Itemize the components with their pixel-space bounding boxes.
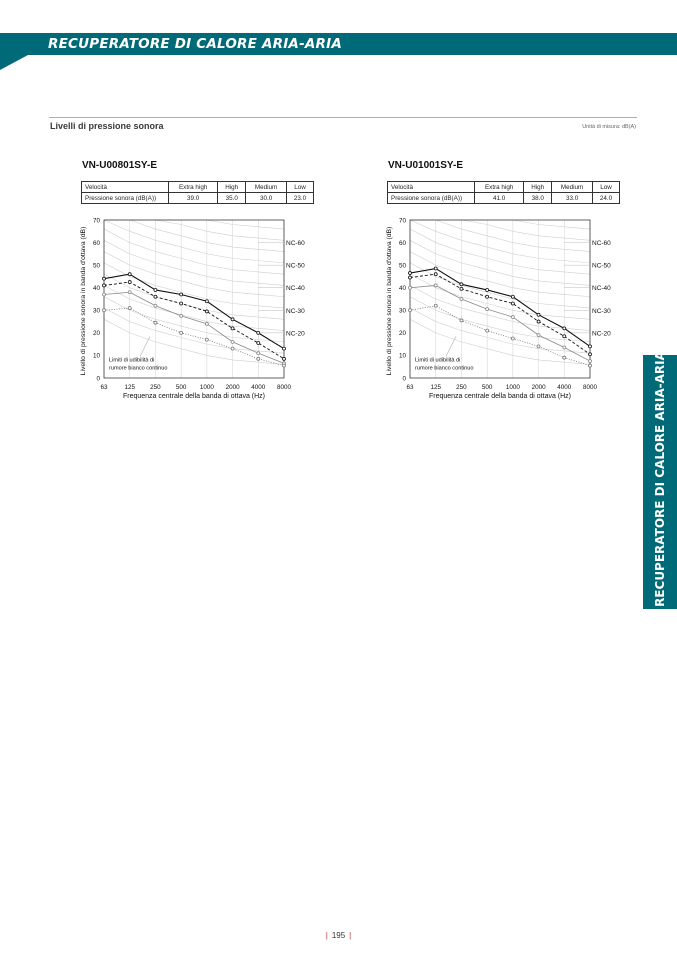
y-tick-label: 50	[92, 262, 100, 270]
data-point-extra-high	[486, 288, 489, 291]
table-cell: 35.0	[218, 193, 246, 204]
nc-chart-1	[78, 213, 338, 408]
data-point-extra-high	[283, 347, 286, 350]
page-header-title: RECUPERATORE DI CALORE ARIA-ARIA	[48, 36, 342, 52]
table-cell: 41.0	[475, 193, 524, 204]
x-axis-label: Frequenza centrale della banda di ottava (Hz)	[122, 393, 266, 400]
chart-plot-area	[80, 217, 305, 400]
table-row	[388, 182, 620, 193]
nc-label: NC-40	[286, 285, 305, 293]
data-point-high	[257, 342, 260, 345]
data-point-low	[589, 364, 592, 367]
data-point-low	[409, 309, 412, 312]
data-point-medium	[103, 293, 106, 296]
x-tick-label: 2000	[225, 384, 240, 391]
x-tick-label: 1000	[505, 384, 520, 391]
y-tick-label: 50	[398, 262, 406, 270]
nc-reference-curve	[104, 308, 284, 353]
data-point-high	[511, 302, 514, 305]
x-tick-label: 8000	[582, 384, 598, 391]
table-cell: Velocità	[388, 182, 475, 193]
model-title-1: VN-U00801SY-E	[82, 160, 158, 171]
y-tick-label: 60	[398, 239, 406, 247]
data-point-extra-high	[511, 295, 514, 298]
table-cell: Pressione sonora (dB(A))	[82, 193, 169, 204]
data-point-low	[103, 309, 106, 312]
y-tick-label: 40	[92, 285, 100, 293]
data-point-extra-high	[409, 272, 412, 275]
annotation-text: rumore bianco continuo	[415, 365, 474, 372]
y-tick-label: 60	[92, 239, 100, 247]
footer-divider: |	[325, 931, 328, 940]
sound-pressure-table-2	[387, 181, 620, 204]
sound-pressure-table-1	[81, 181, 314, 204]
table-cell: 23.0	[287, 193, 314, 204]
data-point-low	[537, 345, 540, 348]
table-cell: Low	[287, 182, 314, 193]
page-number: 195	[331, 931, 346, 940]
model-title-2: VN-U01001SY-E	[388, 160, 464, 171]
data-point-medium	[589, 360, 592, 363]
nc-label: NC-50	[286, 262, 305, 270]
data-point-extra-high	[154, 288, 157, 291]
nc-label: NC-40	[592, 285, 611, 293]
y-tick-label: 0	[402, 375, 406, 383]
data-point-high	[231, 327, 234, 330]
data-point-low	[257, 357, 260, 360]
nc-chart-2	[384, 213, 644, 408]
y-tick-label: 70	[398, 217, 406, 225]
data-point-extra-high	[257, 331, 260, 334]
nc-label: NC-20	[592, 330, 611, 338]
data-point-low	[563, 356, 566, 359]
y-tick-label: 30	[92, 307, 100, 315]
annotation-text: Limiti di udibilità di	[109, 357, 155, 364]
data-point-low	[231, 347, 234, 350]
y-tick-label: 10	[92, 352, 100, 360]
data-point-high	[103, 284, 106, 287]
section-divider	[49, 117, 637, 118]
data-point-high	[283, 357, 286, 360]
x-tick-label: 250	[456, 384, 467, 391]
data-point-medium	[537, 334, 540, 337]
x-tick-label: 2000	[531, 384, 546, 391]
data-point-high	[154, 295, 157, 298]
data-point-extra-high	[103, 277, 106, 280]
table-row	[82, 182, 314, 193]
data-point-extra-high	[128, 273, 131, 276]
data-point-extra-high	[589, 345, 592, 348]
data-point-medium	[511, 316, 514, 319]
data-point-medium	[563, 346, 566, 349]
data-point-high	[486, 295, 489, 298]
table-cell: Pressione sonora (dB(A))	[388, 193, 475, 204]
series-line-extra-high	[104, 274, 284, 348]
data-point-medium	[486, 308, 489, 311]
x-tick-label: 63	[406, 384, 414, 391]
x-tick-label: 125	[124, 384, 135, 391]
nc-reference-curve	[410, 220, 590, 252]
table-cell: 24.0	[593, 193, 620, 204]
data-point-low	[128, 307, 131, 310]
data-point-high	[128, 281, 131, 284]
nc-reference-curve	[104, 220, 284, 252]
data-point-high	[180, 302, 183, 305]
data-point-extra-high	[563, 327, 566, 330]
table-cell: Velocità	[82, 182, 169, 193]
nc-label: NC-60	[592, 240, 611, 248]
data-point-high	[434, 273, 437, 276]
table-cell: 38.0	[524, 193, 552, 204]
data-point-high	[460, 287, 463, 290]
data-point-extra-high	[537, 313, 540, 316]
data-point-low	[205, 338, 208, 341]
data-point-extra-high	[180, 293, 183, 296]
data-point-medium	[231, 340, 234, 343]
data-point-low	[434, 304, 437, 307]
data-point-medium	[154, 304, 157, 307]
chart-plot-area	[386, 217, 611, 400]
x-tick-label: 125	[430, 384, 441, 391]
x-tick-label: 250	[150, 384, 161, 391]
plot-frame	[410, 220, 590, 378]
annotation-text: Limiti di udibilità di	[415, 357, 461, 364]
data-point-low	[283, 364, 286, 367]
y-axis-label: Livello di pressione sonora in banda d'ottava (dB)	[80, 226, 87, 376]
y-tick-label: 10	[398, 352, 406, 360]
data-point-extra-high	[231, 318, 234, 321]
data-point-medium	[180, 314, 183, 317]
nc-reference-curve	[410, 220, 590, 240]
table-row	[388, 193, 620, 204]
y-tick-label: 40	[398, 285, 406, 293]
annotation-text: rumore bianco continuo	[109, 365, 168, 372]
table-cell: 33.0	[552, 193, 593, 204]
nc-reference-curve	[410, 274, 590, 319]
data-point-medium	[128, 291, 131, 294]
data-point-high	[205, 310, 208, 313]
y-tick-label: 20	[92, 330, 100, 338]
table-cell: Low	[593, 182, 620, 193]
data-point-medium	[257, 352, 260, 355]
unit-note: Unità di misura: dB(A)	[582, 124, 636, 130]
x-tick-label: 63	[100, 384, 108, 391]
data-point-low	[460, 319, 463, 322]
annotation-pointer	[446, 336, 456, 356]
data-point-high	[589, 353, 592, 356]
nc-reference-curve	[104, 263, 284, 308]
section-title: Livelli di pressione sonora	[50, 121, 164, 131]
y-tick-label: 0	[96, 375, 100, 383]
series-line-medium	[410, 285, 590, 361]
table-row	[82, 193, 314, 204]
y-tick-label: 20	[398, 330, 406, 338]
data-point-low	[486, 329, 489, 332]
y-tick-label: 70	[92, 217, 100, 225]
nc-label: NC-60	[286, 240, 305, 248]
table-cell: Medium	[246, 182, 287, 193]
data-point-medium	[434, 284, 437, 287]
x-tick-label: 4000	[557, 384, 572, 391]
data-point-extra-high	[434, 267, 437, 270]
annotation-pointer	[140, 336, 150, 356]
table-cell: Extra high	[169, 182, 218, 193]
nc-reference-curve	[104, 229, 284, 274]
nc-reference-curve	[410, 285, 590, 330]
x-axis-label: Frequenza centrale della banda di ottava (Hz)	[428, 393, 572, 400]
nc-reference-curve	[410, 240, 590, 285]
nc-reference-curve	[104, 240, 284, 285]
footer-divider: |	[349, 931, 352, 940]
data-point-low	[180, 331, 183, 334]
data-point-high	[563, 335, 566, 338]
data-point-low	[511, 337, 514, 340]
nc-reference-curve	[104, 220, 284, 240]
nc-label: NC-30	[286, 307, 305, 315]
data-point-extra-high	[460, 283, 463, 286]
y-axis-label: Livello di pressione sonora in banda d'ottava (dB)	[386, 226, 393, 376]
side-section-tab	[643, 351, 677, 609]
x-tick-label: 1000	[199, 384, 214, 391]
x-tick-label: 500	[175, 384, 187, 391]
table-cell: 39.0	[169, 193, 218, 204]
nc-label: NC-30	[592, 307, 611, 315]
x-tick-label: 500	[481, 384, 493, 391]
header-banner	[0, 33, 677, 70]
data-point-medium	[409, 286, 412, 289]
x-tick-label: 8000	[276, 384, 292, 391]
nc-label: NC-50	[592, 262, 611, 270]
series-line-extra-high	[410, 269, 590, 347]
table-cell: High	[524, 182, 552, 193]
table-cell: 30.0	[246, 193, 287, 204]
table-cell: Medium	[552, 182, 593, 193]
y-tick-label: 30	[398, 307, 406, 315]
data-point-high	[537, 320, 540, 323]
x-tick-label: 4000	[251, 384, 266, 391]
data-point-medium	[460, 298, 463, 301]
data-point-medium	[205, 322, 208, 325]
data-point-low	[154, 321, 157, 324]
side-tab-label: RECUPERATORE DI CALORE ARIA-ARIA	[653, 351, 667, 607]
table-cell: Extra high	[475, 182, 524, 193]
data-point-extra-high	[205, 300, 208, 303]
nc-label: NC-20	[286, 330, 305, 338]
data-point-high	[409, 276, 412, 279]
table-cell: High	[218, 182, 246, 193]
nc-reference-curve	[104, 297, 284, 342]
page-footer	[0, 931, 677, 940]
